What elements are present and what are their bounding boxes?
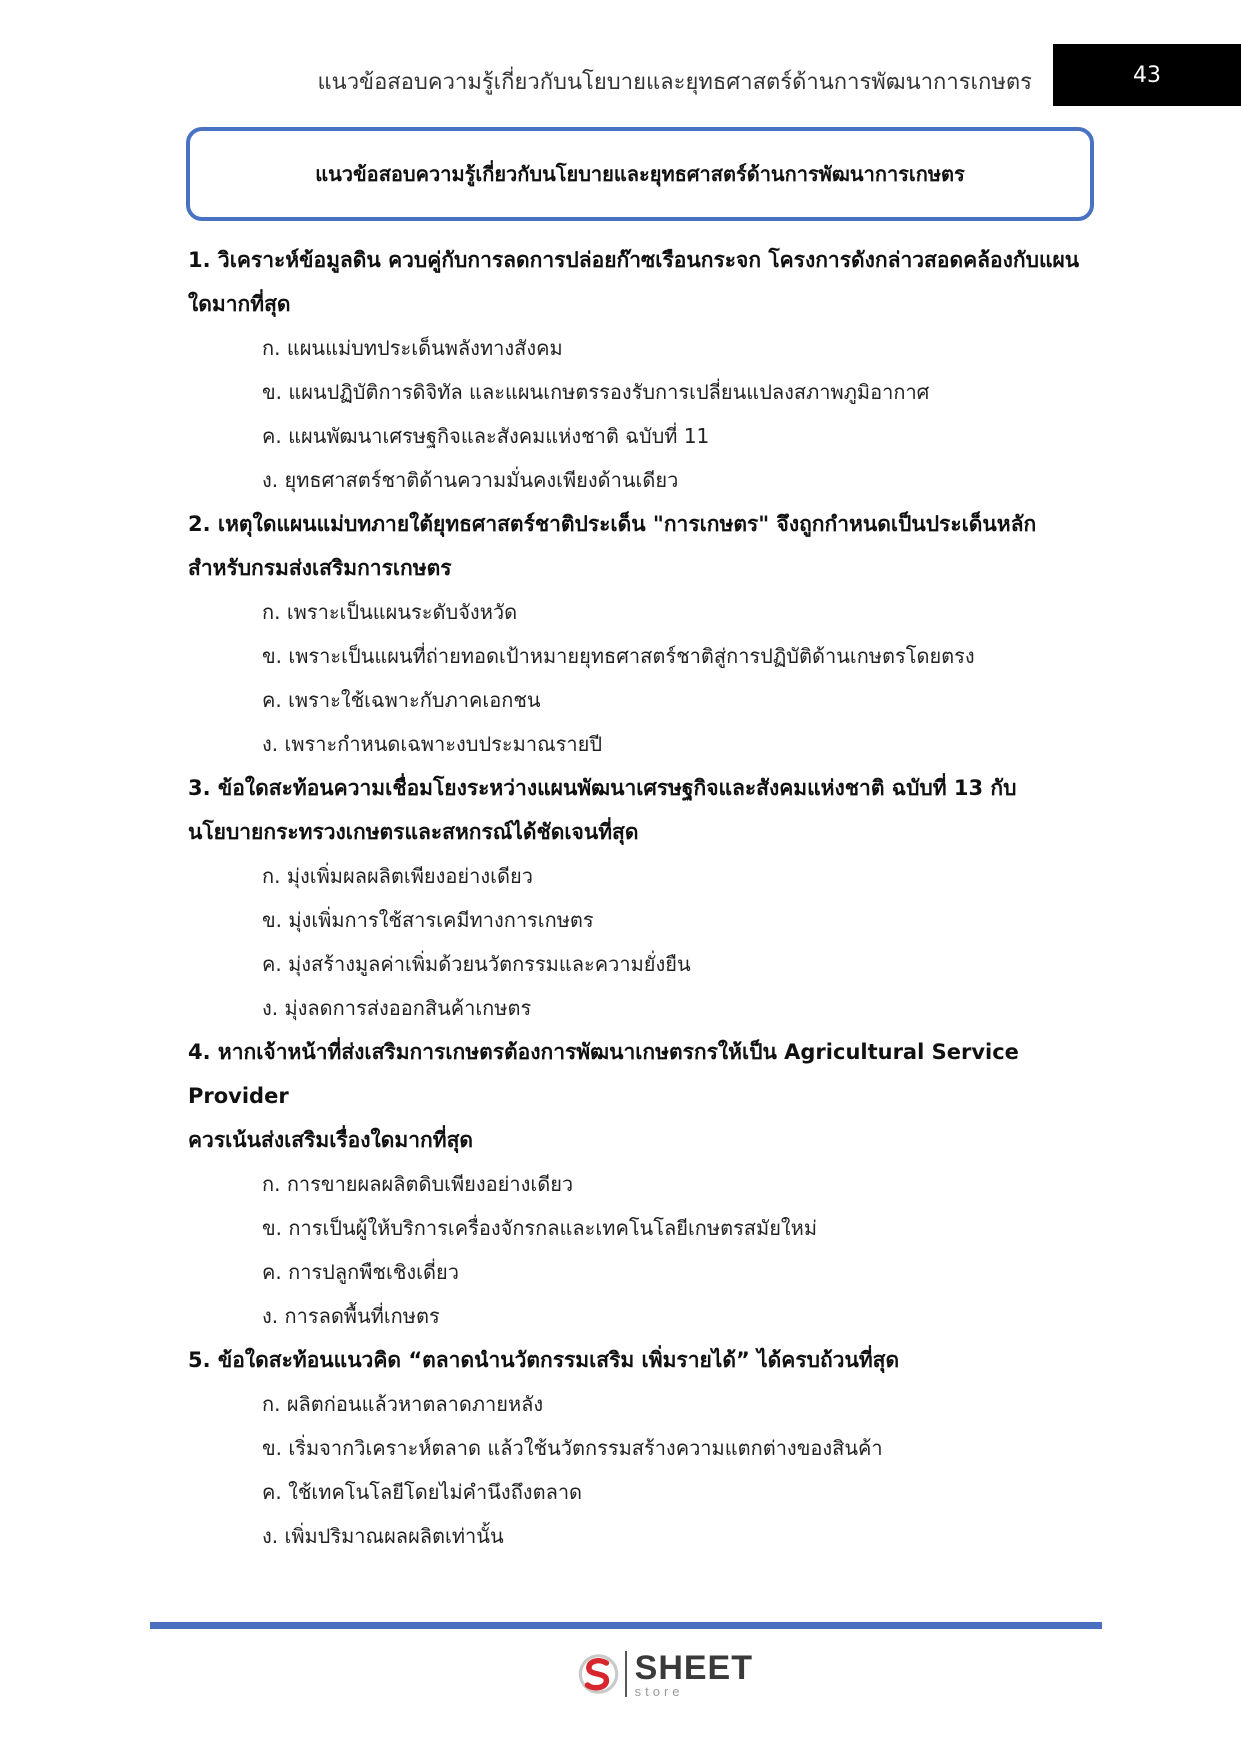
question-4: [188, 1030, 1093, 1338]
question-3-option-c: ค. มุ่งสร้างมูลค่าเพิ่มด้วยนวัตกรรมและความยั่งยืน: [262, 952, 691, 976]
question-2-line-2: สำหรับกรมส่งเสริมการเกษตร: [188, 556, 452, 580]
question-1: [188, 238, 1093, 502]
question-3-option-d: ง. มุ่งลดการส่งออกสินค้าเกษตร: [262, 996, 532, 1020]
question-4-option-c: ค. การปลูกพืชเชิงเดี่ยว: [262, 1260, 459, 1284]
question-5-option-b: ข. เริ่มจากวิเคราะห์ตลาด แล้วใช้นวัตกรรมสร้างความแตกต่างของสินค้า: [262, 1436, 883, 1460]
question-list: [188, 238, 1093, 1558]
running-header-title: แนวข้อสอบความรู้เกี่ยวกับนโยบายและยุทธศาสตร์ด้านการพัฒนาการเกษตร: [317, 70, 1032, 95]
question-2-option-d: ง. เพราะกำหนดเฉพาะงบประมาณรายปี: [262, 732, 603, 756]
question-4-option-d: ง. การลดพื้นที่เกษตร: [262, 1304, 440, 1328]
question-3: [188, 766, 1093, 1030]
footer-divider: [150, 1622, 1102, 1629]
question-2-option-b: ข. เพราะเป็นแผนที่ถ่ายทอดเป้าหมายยุทธศาสตร์ชาติสู่การปฏิบัติด้านเกษตรโดยตรง: [262, 644, 975, 668]
title-box: [186, 127, 1094, 221]
question-4-line-1: 4. หากเจ้าหน้าที่ส่งเสริมการเกษตรต้องการพัฒนาเกษตรกรให้เป็น Agricultural Service Provider: [188, 1040, 1019, 1108]
question-1-option-c: ค. แผนพัฒนาเศรษฐกิจและสังคมแห่งชาติ ฉบับที่ 11: [262, 424, 710, 448]
question-1-line-1: 1. วิเคราะห์ข้อมูลดิน ควบคู่กับการลดการปล่อยก๊าซเรือนกระจก โครงการดังกล่าวสอดคล้องกับแผน: [188, 248, 1080, 272]
question-1-line-2: ใดมากที่สุด: [188, 292, 291, 316]
page-number: 43: [1053, 44, 1241, 106]
question-1-option-b: ข. แผนปฏิบัติการดิจิทัล และแผนเกษตรรองรับการเปลี่ยนแปลงสภาพภูมิอากาศ: [262, 380, 930, 404]
logo-main-text: SHEET: [634, 1648, 753, 1687]
question-5-option-d: ง. เพิ่มปริมาณผลผลิตเท่านั้น: [262, 1524, 504, 1548]
logo-wordmark: [634, 1648, 753, 1699]
question-5-option-c: ค. ใช้เทคโนโลยีโดยไม่คำนึงถึงตลาด: [262, 1480, 583, 1504]
logo-separator: [625, 1651, 627, 1697]
question-3-option-a: ก. มุ่งเพิ่มผลผลิตเพียงอย่างเดียว: [262, 864, 533, 888]
question-2-option-a: ก. เพราะเป็นแผนระดับจังหวัด: [262, 600, 518, 624]
question-2-option-c: ค. เพราะใช้เฉพาะกับภาคเอกชน: [262, 688, 541, 712]
sheet-store-logo-icon: [578, 1648, 619, 1700]
title-box-text: แนวข้อสอบความรู้เกี่ยวกับนโยบายและยุทธศาสตร์ด้านการพัฒนาการเกษตร: [315, 162, 965, 186]
question-3-line-2: นโยบายกระทรวงเกษตรและสหกรณ์ได้ชัดเจนที่สุด: [188, 820, 639, 844]
sheet-store-logo: [578, 1646, 753, 1702]
question-1-option-a: ก. แผนแม่บทประเด็นพลังทางสังคม: [262, 336, 563, 360]
question-3-option-b: ข. มุ่งเพิ่มการใช้สารเคมีทางการเกษตร: [262, 908, 594, 932]
question-2-line-1: 2. เหตุใดแผนแม่บทภายใต้ยุทธศาสตร์ชาติประเด็น "การเกษตร" จึงถูกกำหนดเป็นประเด็นหลัก: [188, 512, 1037, 536]
question-4-option-a: ก. การขายผลผลิตดิบเพียงอย่างเดียว: [262, 1172, 574, 1196]
question-5: [188, 1338, 1093, 1558]
question-3-line-1: 3. ข้อใดสะท้อนความเชื่อมโยงระหว่างแผนพัฒนาเศรษฐกิจและสังคมแห่งชาติ ฉบับที่ 13 กับ: [188, 776, 1017, 800]
question-4-option-b: ข. การเป็นผู้ให้บริการเครื่องจักรกลและเทคโนโลยีเกษตรสมัยใหม่: [262, 1216, 818, 1240]
question-5-line-1: 5. ข้อใดสะท้อนแนวคิด “ตลาดนำนวัตกรรมเสริม เพิ่มรายได้” ได้ครบถ้วนที่สุด: [188, 1348, 900, 1372]
question-5-option-a: ก. ผลิตก่อนแล้วหาตลาดภายหลัง: [262, 1392, 544, 1416]
question-4-line-2: ควรเน้นส่งเสริมเรื่องใดมากที่สุด: [188, 1128, 474, 1152]
question-1-option-d: ง. ยุทธศาสตร์ชาติด้านความมั่นคงเพียงด้านเดียว: [262, 468, 679, 492]
logo-sub-text: store: [634, 1683, 684, 1699]
question-2: [188, 502, 1093, 766]
